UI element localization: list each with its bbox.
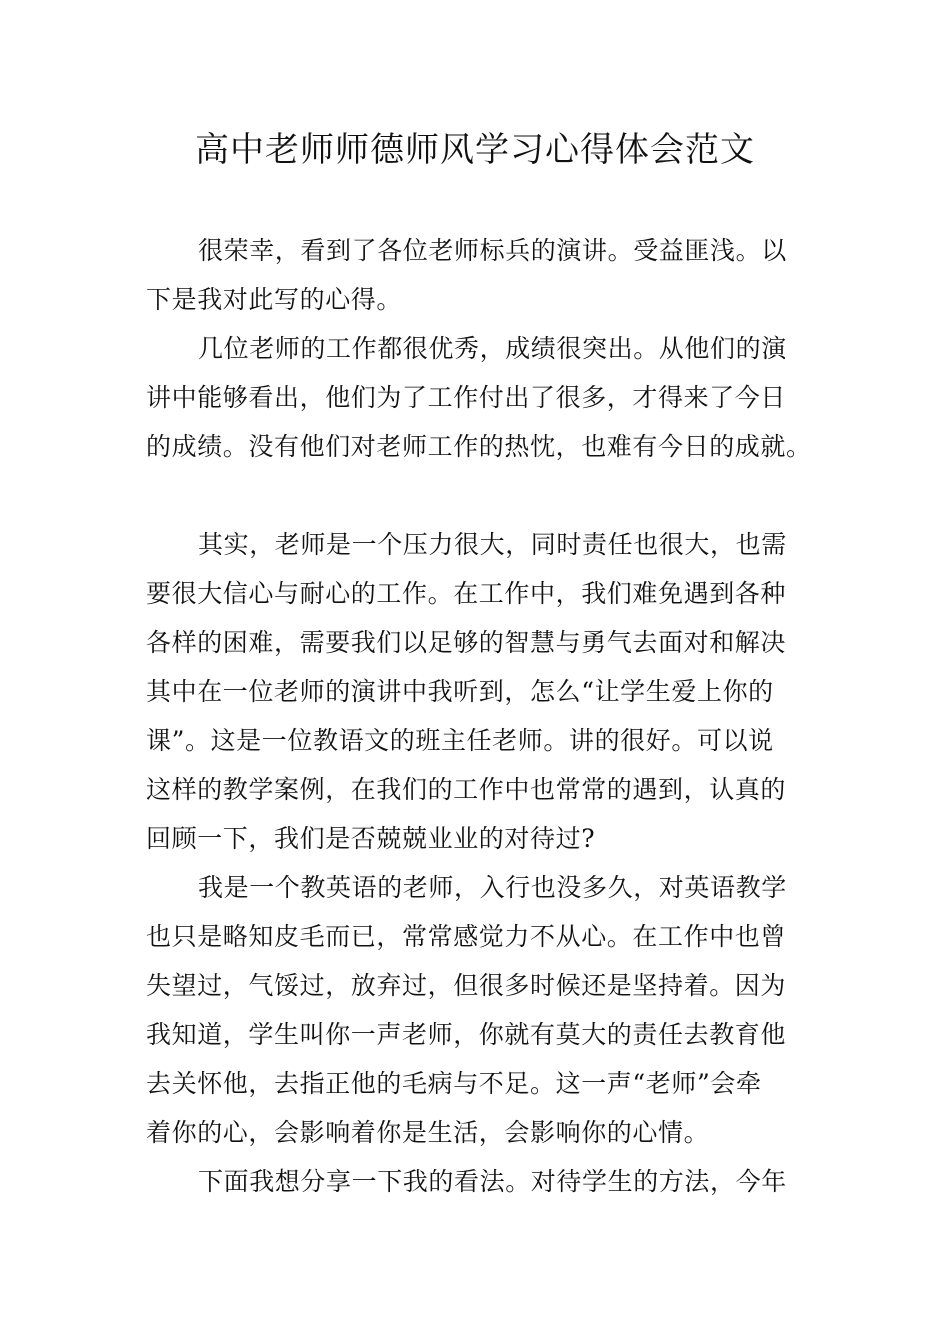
paragraph-line: 要很大信心与耐心的工作。在工作中，我们难免遇到各种 [146, 579, 787, 608]
paragraph-line: 其实，老师是一个压力很大，同时责任也很大，也需 [198, 530, 787, 559]
paragraph-line: 也只是略知皮毛而已，常常感觉力不从心。在工作中也曾 [146, 922, 787, 951]
paragraph-2 [146, 324, 812, 471]
paragraph-line: 讲中能够看出，他们为了工作付出了很多，才得来了今日 [146, 383, 787, 412]
paragraph-3 [146, 520, 806, 863]
paragraph-line: 回顾一下，我们是否兢兢业业的对待过? [146, 824, 596, 853]
paragraph-5 [146, 1157, 806, 1206]
paragraph-line: 去关怀他，去指正他的毛病与不足。这一声“老师”会牵 [146, 1069, 762, 1098]
paragraph-line: 下是我对此写的心得。 [146, 285, 403, 314]
paragraph-line: 课”。这是一位教语文的班主任老师。讲的很好。可以说 [146, 726, 774, 755]
document-body [146, 226, 812, 1206]
paragraph-line: 失望过，气馁过，放弃过，但很多时候还是坚持着。因为 [146, 971, 787, 1000]
paragraph-line: 很荣幸，看到了各位老师标兵的演讲。受益匪浅。以 [198, 236, 787, 265]
paragraph-line: 下面我想分享一下我的看法。对待学生的方法，今年 [198, 1167, 787, 1196]
paragraph-spacer [146, 471, 806, 520]
paragraph-line: 我知道，学生叫你一声老师，你就有莫大的责任去教育他 [146, 1020, 787, 1049]
paragraph-line: 其中在一位老师的演讲中我听到，怎么“让学生爱上你的 [146, 677, 774, 706]
paragraph-4 [146, 863, 806, 1157]
paragraph-line: 我是一个教英语的老师，入行也没多久，对英语教学 [198, 873, 787, 902]
paragraph-line: 这样的教学案例，在我们的工作中也常常的遇到，认真的 [146, 775, 787, 804]
paragraph-line: 各样的困难，需要我们以足够的智慧与勇气去面对和解决 [146, 628, 787, 657]
paragraph-line: 着你的心，会影响着你是生活，会影响你的心情。 [146, 1118, 710, 1147]
document-title: 高中老师师德师风学习心得体会范文 [195, 130, 755, 170]
paragraph-line: 的成绩。没有他们对老师工作的热忱，也难有今日的成就。 [146, 432, 812, 461]
paragraph-line: 几位老师的工作都很优秀，成绩很突出。从他们的演 [198, 334, 787, 363]
paragraph-1 [146, 226, 806, 324]
